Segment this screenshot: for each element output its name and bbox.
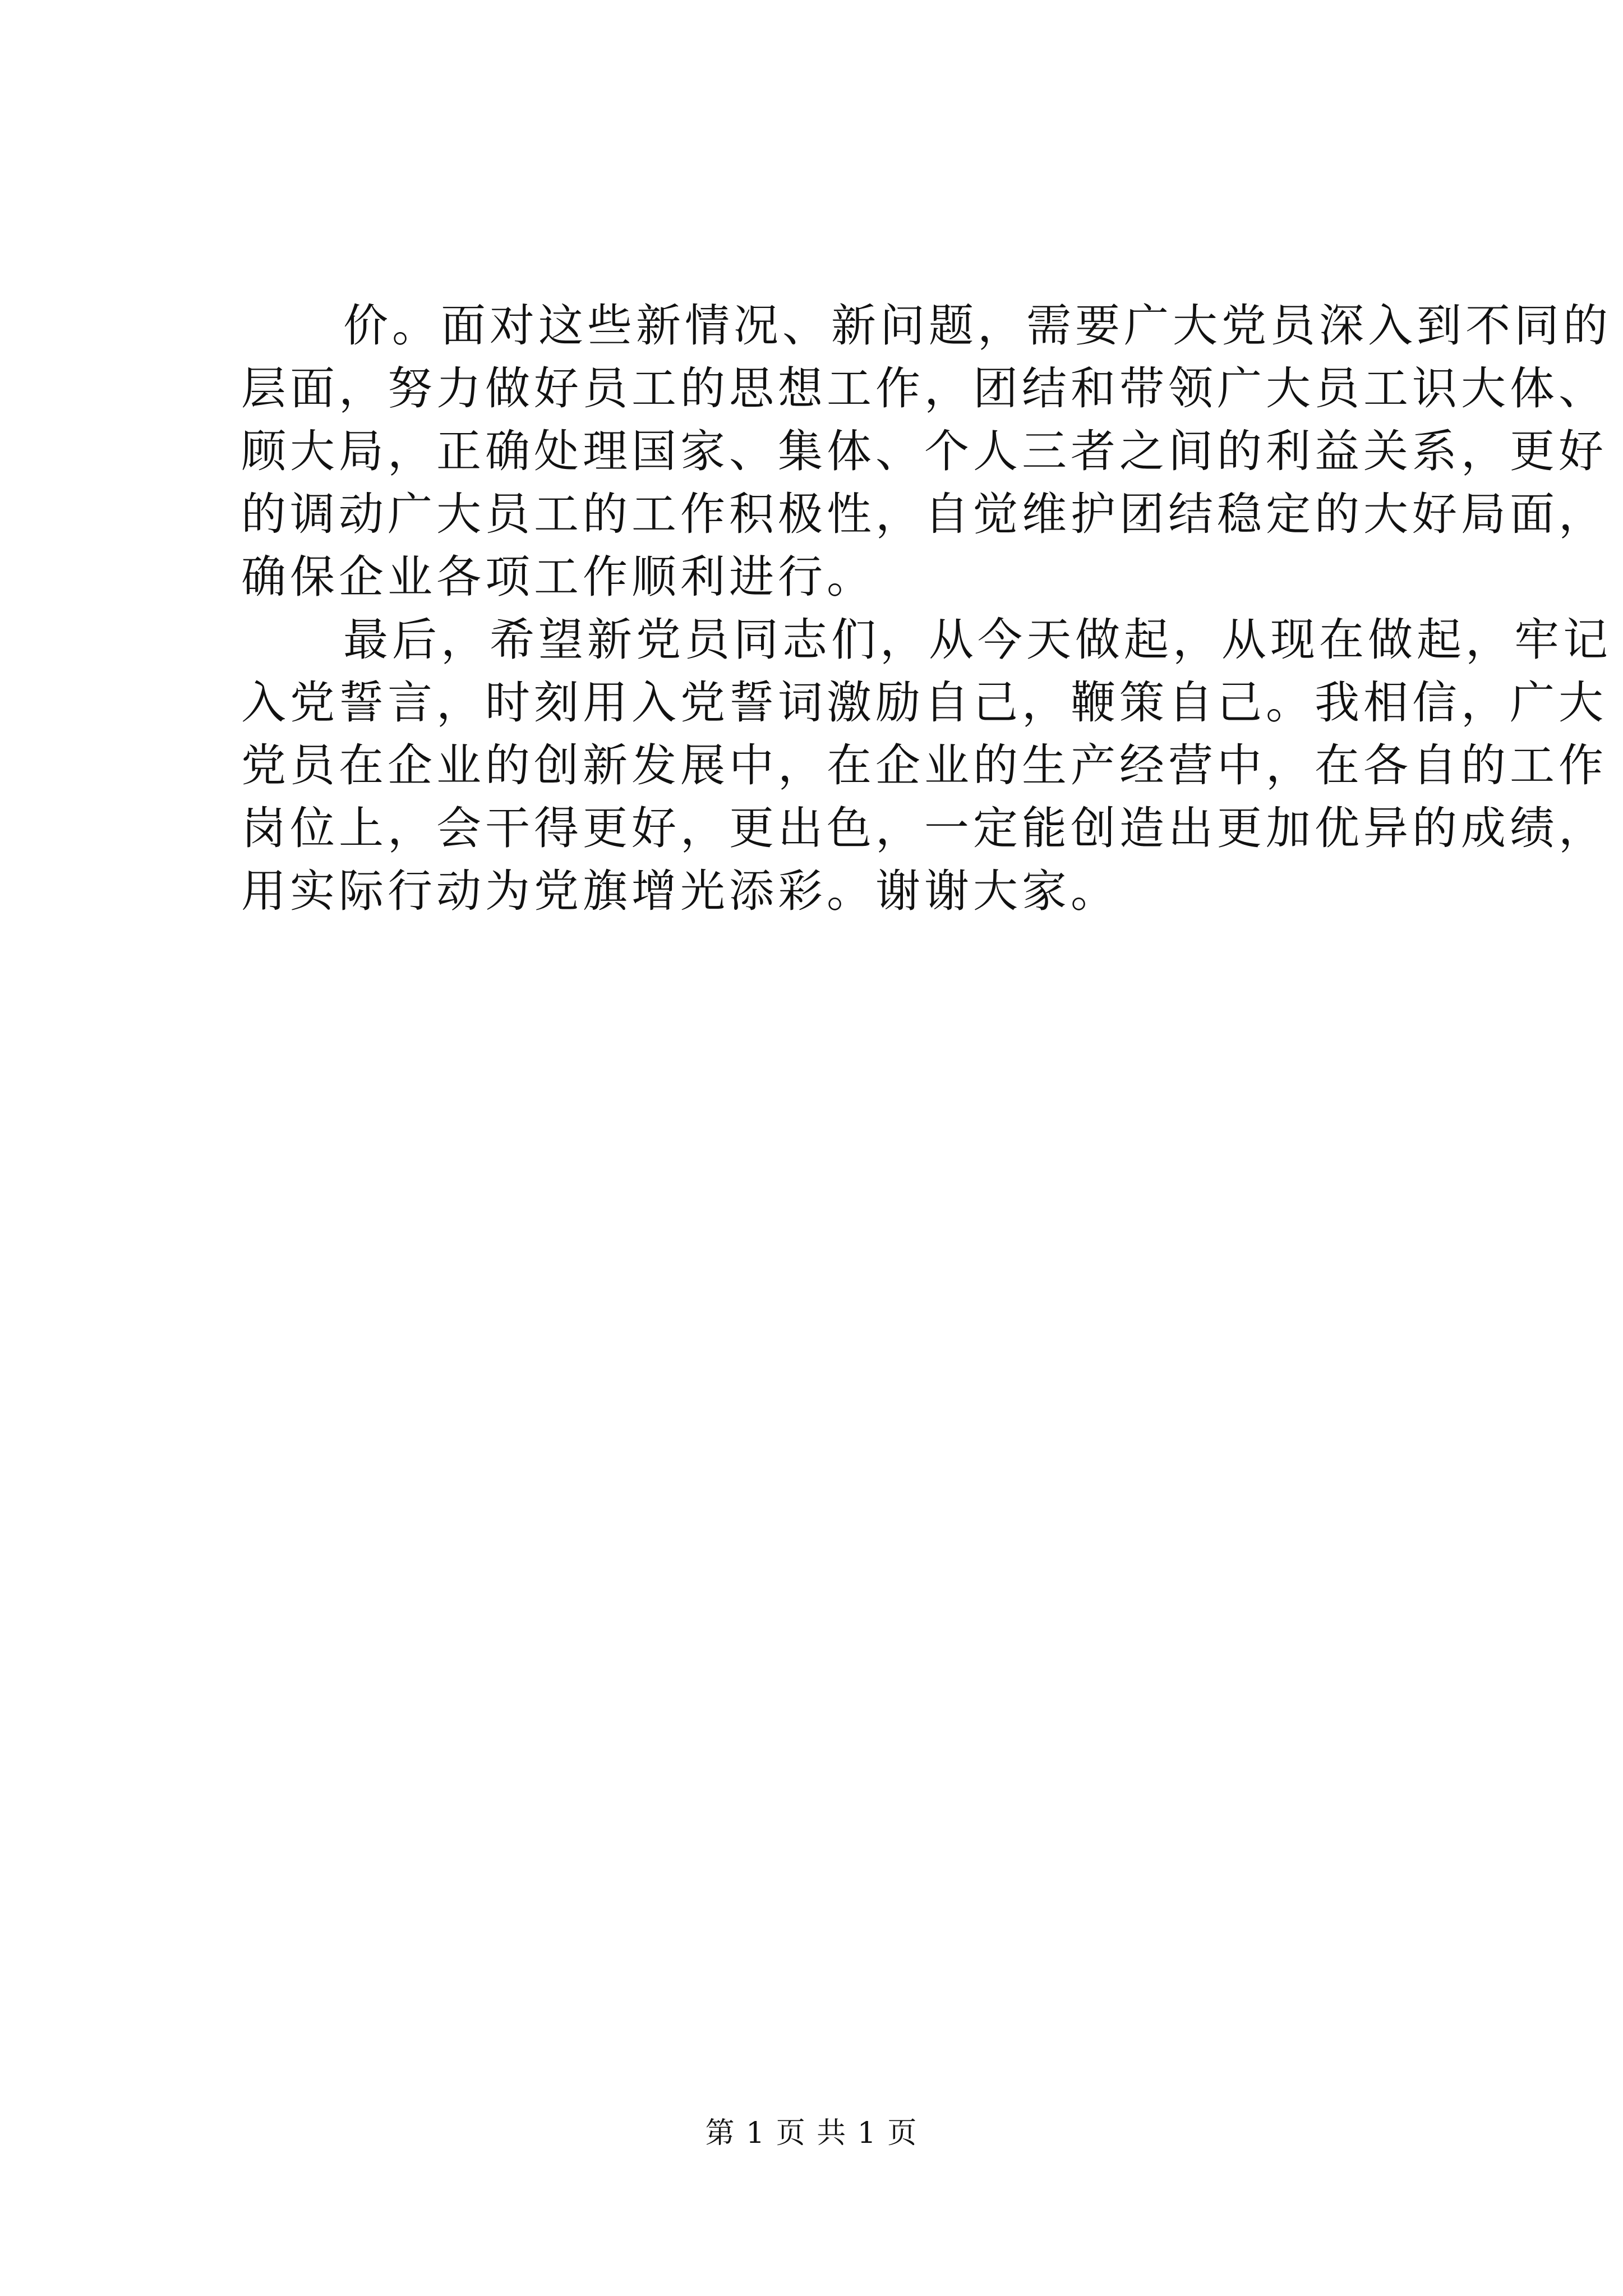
paragraph-line: 的调动广大员工的工作积极性，自觉维护团结稳定的大好局面， — [241, 488, 1607, 540]
paragraph-line: 价。面对这些新情况、新问题，需要广大党员深入到不同的 — [343, 300, 1612, 352]
paragraph-1 — [241, 295, 1612, 609]
paragraph-line: 最后，希望新党员同志们，从今天做起，从现在做起，牢记 — [343, 614, 1612, 666]
paragraph-line: 用实际行动为党旗增光添彩。谢谢大家。 — [241, 865, 1119, 917]
paragraph-line: 确保企业各项工作顺利进行。 — [241, 551, 875, 603]
paragraph-line: 入党誓言，时刻用入党誓词激励自己，鞭策自己。我相信，广大 — [241, 677, 1607, 729]
document-body — [241, 295, 1612, 923]
paragraph-line: 党员在企业的创新发展中，在企业的生产经营中，在各自的工作 — [241, 739, 1607, 792]
page-number-footer: 第 1 页 共 1 页 — [705, 2116, 918, 2150]
paragraph-line: 顾大局，正确处理国家、集体、个人三者之间的利益关系，更好 — [241, 425, 1607, 477]
paragraph-2 — [241, 609, 1612, 923]
paragraph-line: 层面，努力做好员工的思想工作，团结和带领广大员工识大体、 — [241, 362, 1607, 415]
paragraph-line: 岗位上，会干得更好，更出色，一定能创造出更加优异的成绩， — [241, 802, 1607, 854]
